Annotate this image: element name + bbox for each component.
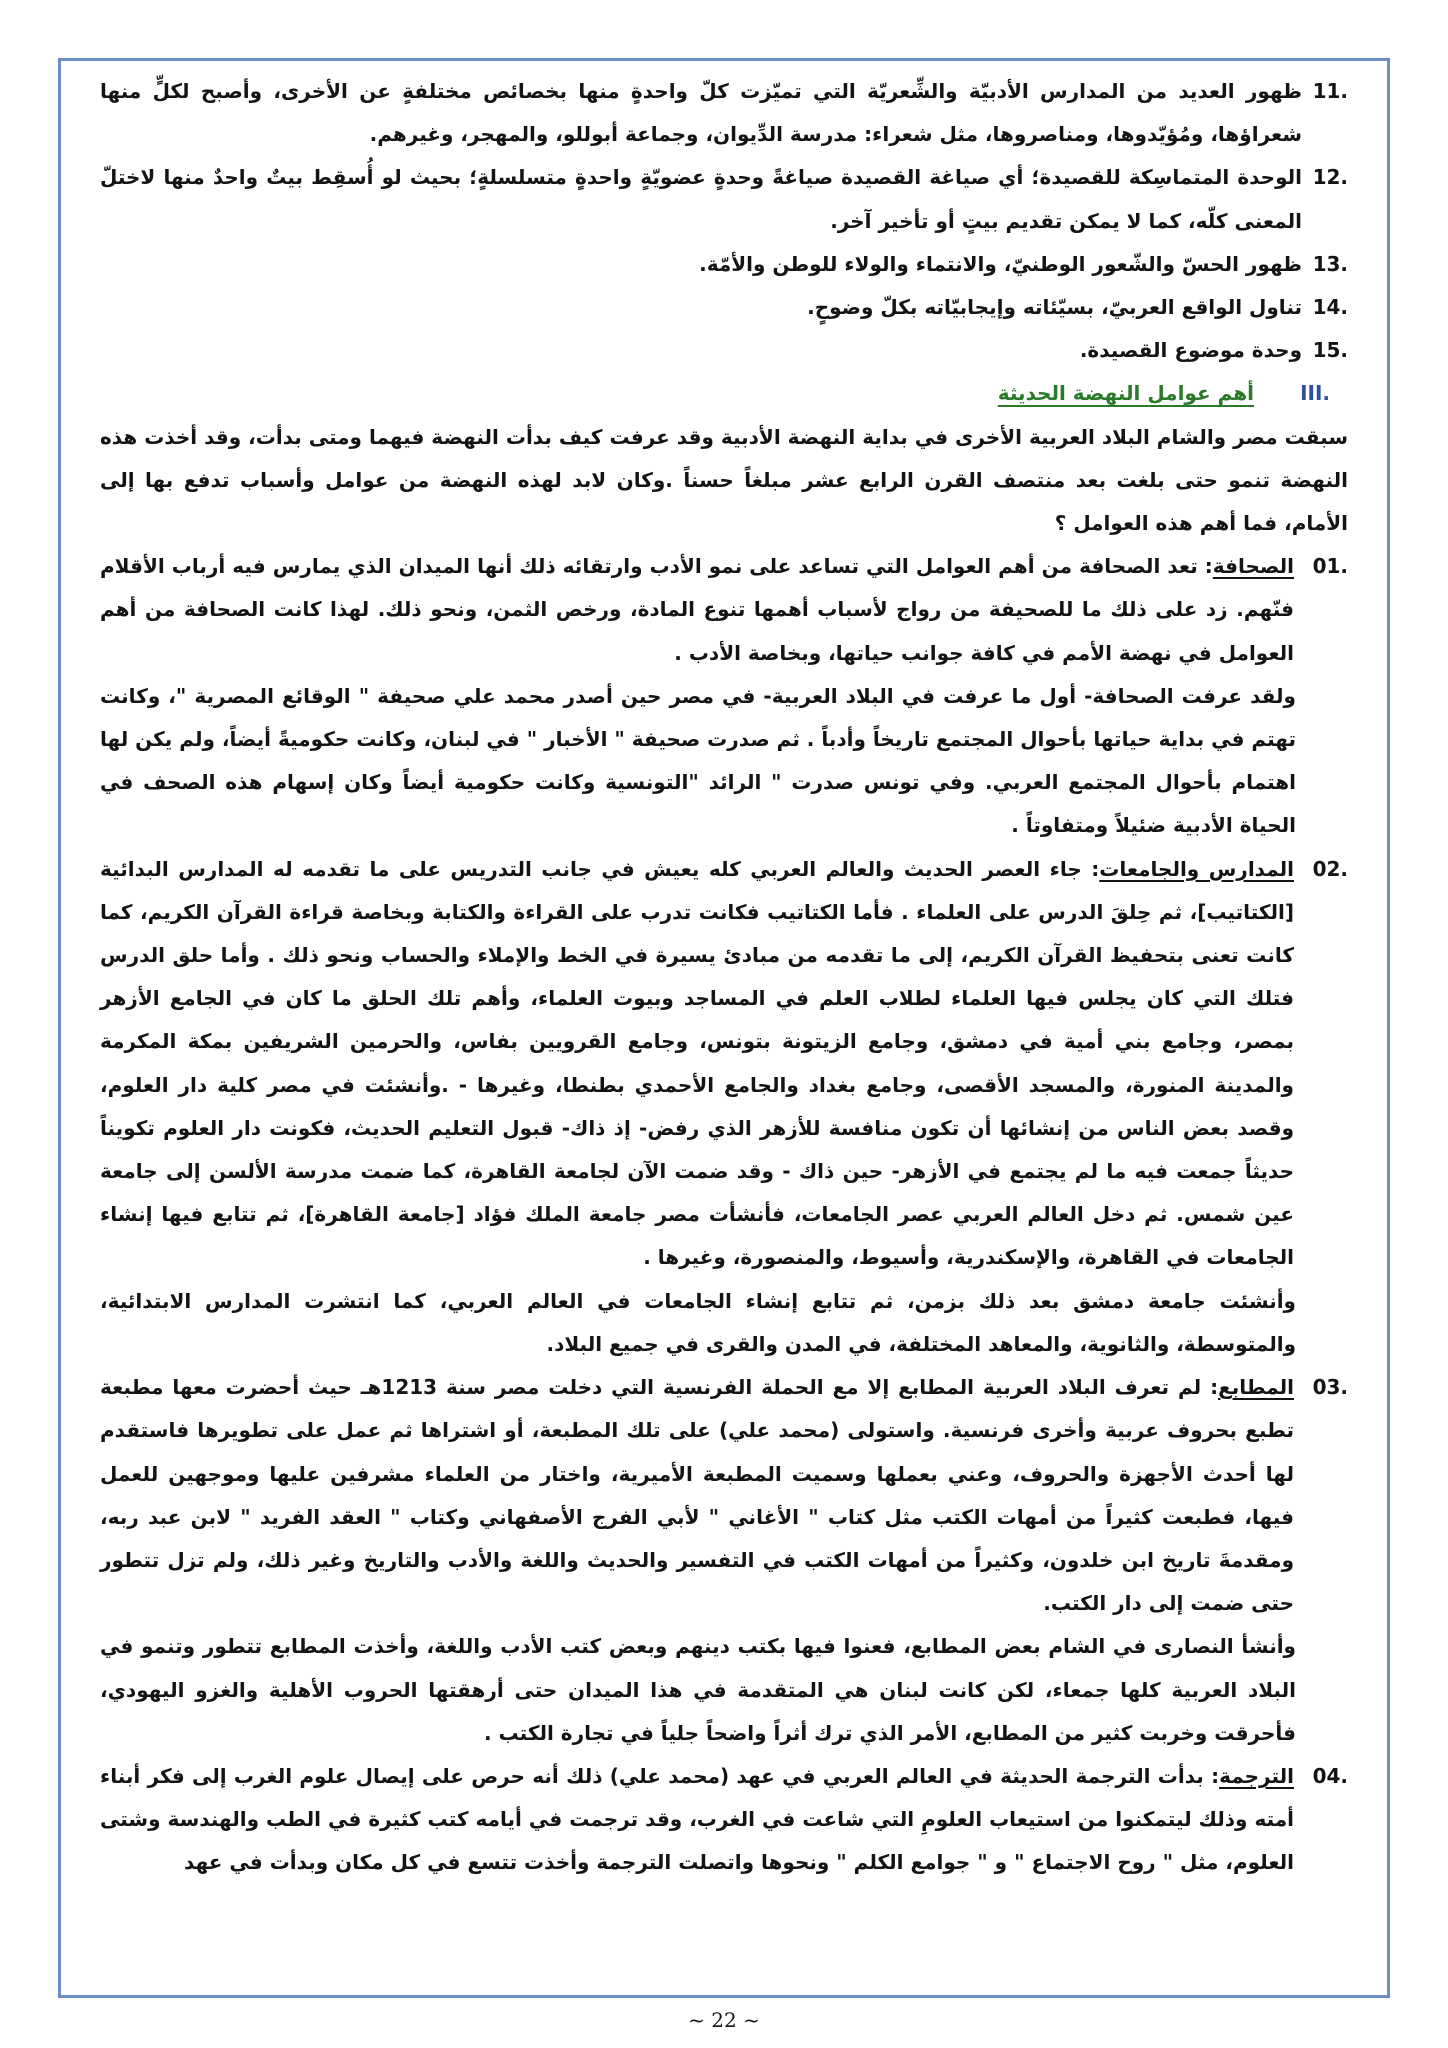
factor-schools <box>100 848 1348 1280</box>
factor-body: : بدأت الترجمة الحديثة في العالم العربي في عهد (محمد علي) ذلك أنه حرص على إيصال علوم الغرب إلى فكر أبناء أمته وذلك ليتمكنوا من استيعاب العلومِ التي شاعت في الغرب، وقد ترجمت في أيامه كتب كثيرة في الطب والهندسة وشتى العلوم، مثل " روح الاجتماع " و " جوامع الكلم " ونحوها واتصلت الترجمة وأخذت تتسع في كل مكان وبدأت في عهد <box>100 1763 1294 1875</box>
factor-text <box>100 1366 1294 1625</box>
factor-title: المدارس والجامعات <box>1099 856 1295 881</box>
factor-title: الترجمة <box>1219 1763 1294 1788</box>
list-text: ظهور العديد من المدارس الأدبيّة والشِّعريّة التي تميّزت كلّ واحدةٍ منها بخصائص مختلفةٍ عن الأخرى، وأصبح لكلٍّ منها شعراؤها، ومُؤيّدوها، ومناصروها، مثل شعراء: مدرسة الدِّيوان، وجماعة أبوللو، والمهجر، وغيرهم. <box>100 79 1302 147</box>
list-item-11 <box>100 70 1348 156</box>
factor-body: : تعد الصحافة من أهم العوامل التي تساعد على نمو الأدب وارتقائه ذلك أنها الميدان الذي يمارس فيه أرباب الأقلام فنّهم. زد على ذلك ما للصحيفة من رواج لأسباب أهمها تنوع المادة، ورخص الثمن، ونحو ذلك. لهذا كانت الصحافة من أهم العوامل في نهضة الأمم في كافة جوانب حياتها، وبخاصة الأدب . <box>100 554 1294 665</box>
list-number: 11. <box>1312 79 1348 103</box>
list-item-15 <box>100 329 1348 372</box>
list-text: تناول الواقع العربيّ، بسيّئاته وإيجابيّاته بكلّ وضوحٍ. <box>807 295 1302 320</box>
factor-body: : لم تعرف البلاد العربية المطابع إلا مع الحملة الفرنسية التي دخلت مصر سنة 1213هـ حيث أحضرت معها مطبعة تطبع بحروف عربية وأخرى فرنسية. واستولى (محمد علي) على تلك المطبعة، أو اشتراها ثم عمل على تطويرها فاستقدم لها أحدث الأجهزة والحروف، وعني بعملها وسميت المطبعة الأميرية، واختار من العلماء مشرفين عليها وموجهين للعمل فيها، فطبعت كثيراً من أمهات الكتب مثل كتاب " الأغاني " لأبي الفرج الأصفهاني وكتاب " العقد الفريد " لابن عبد ربه، ومقدمةَ تاريخ ابن خلدون، وكثيراً من أمهات الكتب في التفسير والحديث واللغة والأدب والتاريخ وغير ذلك، ولم تزل تتطور حتى ضمت إلى دار الكتب. <box>100 1375 1294 1616</box>
list-item-13 <box>100 243 1348 286</box>
factor-printing-continued: وأنشأ النصارى في الشام بعض المطابع، فعنوا فيها بكتب دينهم وبعض كتب الأدب واللغة، وأخذت المطابع تتطور وتنمو في البلاد العربية كلها جمعاء، لكن كانت لبنان هي المتقدمة في هذا الميدان حتى أرهقتها الحروب الأهلية والغزو اليهودي، فأحرقت وخربت كثير من المطابع، الأمر الذي ترك أثراً واضحاً جلياً في تجارة الكتب . <box>100 1634 1296 1745</box>
factor-translation <box>100 1755 1348 1885</box>
list-number: 12. <box>1312 165 1348 190</box>
factor-schools-continued: وأنشئت جامعة دمشق بعد ذلك بزمن، ثم تتابع إنشاء الجامعات في العالم العربي، كما انتشرت المدارس الابتدائية، والمتوسطة، والثانوية، والمعاهد المختلفة، في المدن والقرى في جميع البلاد. <box>100 1288 1296 1356</box>
list-number: 15. <box>1312 338 1348 363</box>
list-item-14 <box>100 286 1348 329</box>
factor-title: الصحافة <box>1212 554 1294 579</box>
section-heading <box>100 372 1348 415</box>
factor-text <box>100 848 1294 1280</box>
page-number: ~ 22 ~ <box>688 2008 760 2032</box>
list-text: ظهور الحسّ والشّعور الوطنيّ، والانتماء والولاء للوطن والأمّة. <box>699 251 1302 276</box>
list-number: 13. <box>1312 251 1348 276</box>
factor-text <box>100 1755 1294 1885</box>
factor-number: 01. <box>1312 554 1348 579</box>
factor-number: 03. <box>1312 1375 1348 1400</box>
page-content <box>100 70 1348 1885</box>
factor-number: 02. <box>1312 856 1348 881</box>
factor-press-continued: ولقد عرفت الصحافة- أول ما عرفت في البلاد العربية- في مصر حين أصدر محمد علي صحيفة " الوقائع المصرية "، وكانت تهتم في بداية حياتها بأحوال المجتمع تاريخاً وأدباً . ثم صدرت صحيفة " الأخبار " في لبنان، وكانت حكوميةً أيضاً، ولم يكن لها اهتمام بأحوال المجتمع العربي. وفي تونس صدرت " الرائد "التونسية وكانت حكومية أيضاً وكان إسهام هذه الصحف في الحياة الأدبية ضئيلاً ومتفاوتاً . <box>99 683 1296 838</box>
factor-press <box>100 545 1348 675</box>
intro-paragraph: سبقت مصر والشام البلاد العربية الأخرى في بداية النهضة الأدبية وقد عرفت كيف بدأت النهضة فيهما ومتى بدأت، وقد أخذت هذه النهضة تنمو حتى بلغت بعد منتصف القرن الرابع عشر مبلغاً حسناً .وكان لابد لهذه النهضة من عوامل وأسباب تدفع بها إلى الأمام، فما أهم هذه العوامل ؟ <box>100 424 1348 536</box>
factor-title: المطابع <box>1218 1375 1294 1400</box>
factor-body: : جاء العصر الحديث والعالم العربي كله يعيش في جانب التدريس على ما تقدمه له المدارس البدائية [الكتاتيب]، ثم حِلقَ الدرس على العلماء . فأما الكتاتيب فكانت تدرب على القراءة والكتابة وبخاصة قراءة القرآن الكريم، كما كانت تعنى بتحفيظ القرآن الكريم، إلى ما تقدمه من مبادئ يسيرة في الخط والإملاء والحساب ونحو ذلك . وأما حلق الدرس فتلك التي كان يجلس فيها العلماء لطلاب العلم في المساجد وبيوت العلماء، وأهم تلك الحلق ما كان في الجامع الأزهر بمصر، وجامع بني أمية في دمشق، وجامع الزيتونة بتونس، وجامع القرويين بفاس، والحرمين الشريفين بمكة المكرمة والمدينة المنورة، والمسجد الأقصى، وجامع بغداد والجامع الأحمدي بطنطا، وغيرها - .وأنشئت في مصر كلية دار العلوم، وقصد بعض الناس من إنشائها أن تكون منافسة للأزهر الذي رفض- إذ ذاك- قبول التعليم الحديث، فكونت دار العلوم تكويناً حديثاً جمعت فيه ما لم يجتمع في الأزهر- حين ذاك - وقد ضمت الآن لجامعة القاهرة، كما ضمت مدرسة الألسن إلى جامعة عين شمس. ثم دخل العالم العربي عصر الجامعات، فأنشأت مصر جامعة الملك فؤاد [جامعة القاهرة]، ثم تتابع فيها إنشاء الجامعات في القاهرة، والإسكندرية، وأسيوط، والمنصورة، وغيرها . <box>100 856 1294 1270</box>
section-title: أهم عوامل النهضة الحديثة <box>997 381 1254 406</box>
list-text: الوحدة المتماسِكة للقصيدة؛ أي صياغة القصيدة صياغةً وحدةٍ عضويّةٍ واحدةٍ متسلسلةٍ؛ بحيث لو أُسقِط بيتٌ واحدٌ منها لاختلّ المعنى كلّه، كما لا يمكن تقديم بيتٍ أو تأخير آخر. <box>100 165 1302 233</box>
list-text: وحدة موضوع القصيدة. <box>1079 338 1302 363</box>
section-number: III. <box>1300 381 1330 406</box>
list-number: 14. <box>1312 295 1348 320</box>
factor-printing <box>100 1366 1348 1625</box>
factor-number: 04. <box>1312 1763 1348 1788</box>
factor-text <box>100 545 1294 675</box>
list-item-12 <box>100 156 1348 242</box>
